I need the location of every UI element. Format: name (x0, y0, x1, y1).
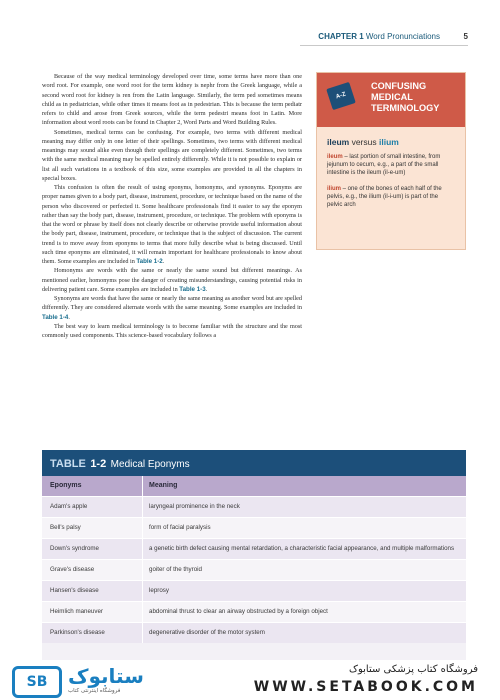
eponyms-table (42, 450, 466, 660)
running-head (0, 32, 500, 46)
table-title-bar (42, 450, 466, 476)
meaning-cell: form of facial paralysis (142, 518, 466, 538)
paragraph: Sometimes, medical terms can be confusing. For example, two terms with different medical meaning may differ only in one letter of their spellings. Sometimes, two terms with different medical meanings may sound alike even though their spellings are completely different. Sometimes, two terms with the same medical meaning may be spelled entirely differently. While it is not possible to explain or list all such variations in a textbook of this size, some examples are provided in all the chapters in special boxes. (42, 128, 302, 182)
book-icon: A-Z (326, 82, 356, 110)
eponym-cell: Down's syndrome (50, 545, 99, 552)
term-ilium: ilium (379, 137, 399, 147)
table-body (42, 496, 466, 643)
table-row (42, 622, 466, 643)
term-ileum: ileum (327, 137, 350, 147)
table-row (42, 601, 466, 622)
paragraph-end: . (68, 313, 70, 321)
meaning-cell: goiter of the thyroid (142, 560, 466, 580)
table-reference-link[interactable]: Table 1-3 (179, 285, 206, 293)
meaning-cell: laryngeal prominence in the neck (142, 497, 466, 517)
paragraph-end: . (205, 285, 208, 293)
chapter-title: Word Pronunciations (365, 32, 440, 41)
paragraph (42, 266, 302, 294)
column-header-eponyms: Eponyms (50, 482, 82, 489)
setabook-logo-icon: SB (12, 666, 62, 698)
table-row (42, 517, 466, 538)
meaning-cell: leprosy (142, 581, 466, 601)
paragraph-text: Homonyms are words with the same or nearly the same sound but different meanings. As mentioned earlier, homonyms pose the danger of creating misunderstandings, causing potential risks in delivering patient care. Some examples are included in (42, 267, 302, 293)
definition-ileum (327, 153, 455, 178)
header-rule (300, 45, 468, 46)
paragraph: Because of the way medical terminology developed over time, some terms have more than one word root. For example, one word root for the term kidney is nephr from the Greek language, while a second word root for kidney is ren from the Latin language. Similarly, the term ped sometimes means child as in pediatrician, while other times it means foot as in pedestrian. This is because the term pediatr refers to child and arose from Greek sources, while the term pedestri means foot in Latin. More information about word roots can be found in Chapter 2, Word Parts and Word Building Rules. (42, 73, 302, 127)
paragraph (42, 183, 302, 266)
table-header-row (42, 476, 466, 496)
body-text (42, 72, 302, 340)
definition-term: ilium (327, 185, 342, 192)
eponym-cell: Adam's apple (50, 503, 88, 510)
eponym-cell: Parkinson's disease (50, 629, 105, 636)
table-row (42, 496, 466, 517)
chapter-label: CHAPTER 1 (318, 32, 364, 41)
paragraph: The best way to learn medical terminology is to become familiar with the structure and the most commonly used components. This science-based vocabulary follows a (42, 322, 302, 339)
shop-url-link[interactable]: WWW.SETABOOK.COM (253, 679, 478, 695)
logo-wordmark: ستابوک (68, 664, 144, 688)
paragraph-text: This confusion is often the result of using eponyms, homonyms, and synonyms. Eponyms are proper names given to a body part, disease, instrument, procedure, or technique based on the name of the person who discovered or perfected it. Some healthcare professionals find it easier to say the eponym rather than say the body part, disease, instrument, procedure, or technique. The problem with eponyms is that the word or phrase by itself does not clearly describe or otherwise provide useful information about the body part, disease, instrument, procedure, or technique that is the subject of discussion. The current trend is to move away from eponyms to terms that more fully describe what is being discussed. Until such time eponyms are eliminated, it will remain important for healthcare professionals to know about them. Some examples are included in (42, 184, 302, 265)
definition-text: – one of the bones of each half of the pelvis, e.g., the ilium (il-i-um) is part of the pelvic arch (327, 185, 442, 209)
meaning-cell: a genetic birth defect causing mental retardation, a characteristic facial appearance, and multiple malformations (142, 539, 466, 559)
paragraph (42, 294, 302, 322)
table-reference-link[interactable]: Table 1-2 (136, 258, 163, 265)
paragraph-text: Synonyms are words that have the same or nearly the same meaning as another word but are spelled differently. They are considered alternate words with the same meaning. Some examples are included in (42, 295, 302, 312)
table-label: TABLE (50, 458, 86, 470)
page-number: 5 (463, 32, 468, 41)
chapter-heading (318, 32, 440, 41)
meaning-cell: degenerative disorder of the motor system (142, 623, 466, 643)
sidebar-subheading (327, 137, 455, 147)
table-title: Medical Eponyms (110, 459, 190, 470)
column-header-meaning: Meaning (142, 476, 466, 496)
logo-subtitle: فروشگاه اینترنتی کتاب (68, 688, 121, 694)
versus-text: versus (351, 137, 377, 147)
table-row (42, 580, 466, 601)
sidebar-header (317, 73, 465, 127)
meaning-cell: abdominal thrust to clear an airway obstructed by a foreign object (142, 602, 466, 622)
table-number: 1-2 (90, 458, 107, 470)
eponym-cell: Heimlich maneuver (50, 608, 103, 615)
sidebar-title: CONFUSING MEDICAL TERMINOLOGY (371, 81, 440, 113)
eponym-cell: Hansen's disease (50, 587, 99, 594)
table-reference-link[interactable]: Table 1-4 (42, 313, 69, 321)
definition-text: – last portion of small intestine, from jejunum to cecum, e.g., a part of the small intestine is the ileum (il-e-um) (327, 154, 441, 177)
footer-banner (0, 662, 500, 700)
shop-name: فروشگاه کتاب پزشکی ستابوک (349, 664, 478, 675)
table-row (42, 559, 466, 580)
table-row (42, 538, 466, 559)
eponym-cell: Bell's palsy (50, 524, 81, 531)
eponym-cell: Grave's disease (50, 566, 95, 573)
confusing-terminology-box (316, 72, 466, 250)
definition-ilium (327, 185, 455, 210)
paragraph-end: . (162, 258, 165, 265)
definition-term: ileum (327, 154, 343, 160)
